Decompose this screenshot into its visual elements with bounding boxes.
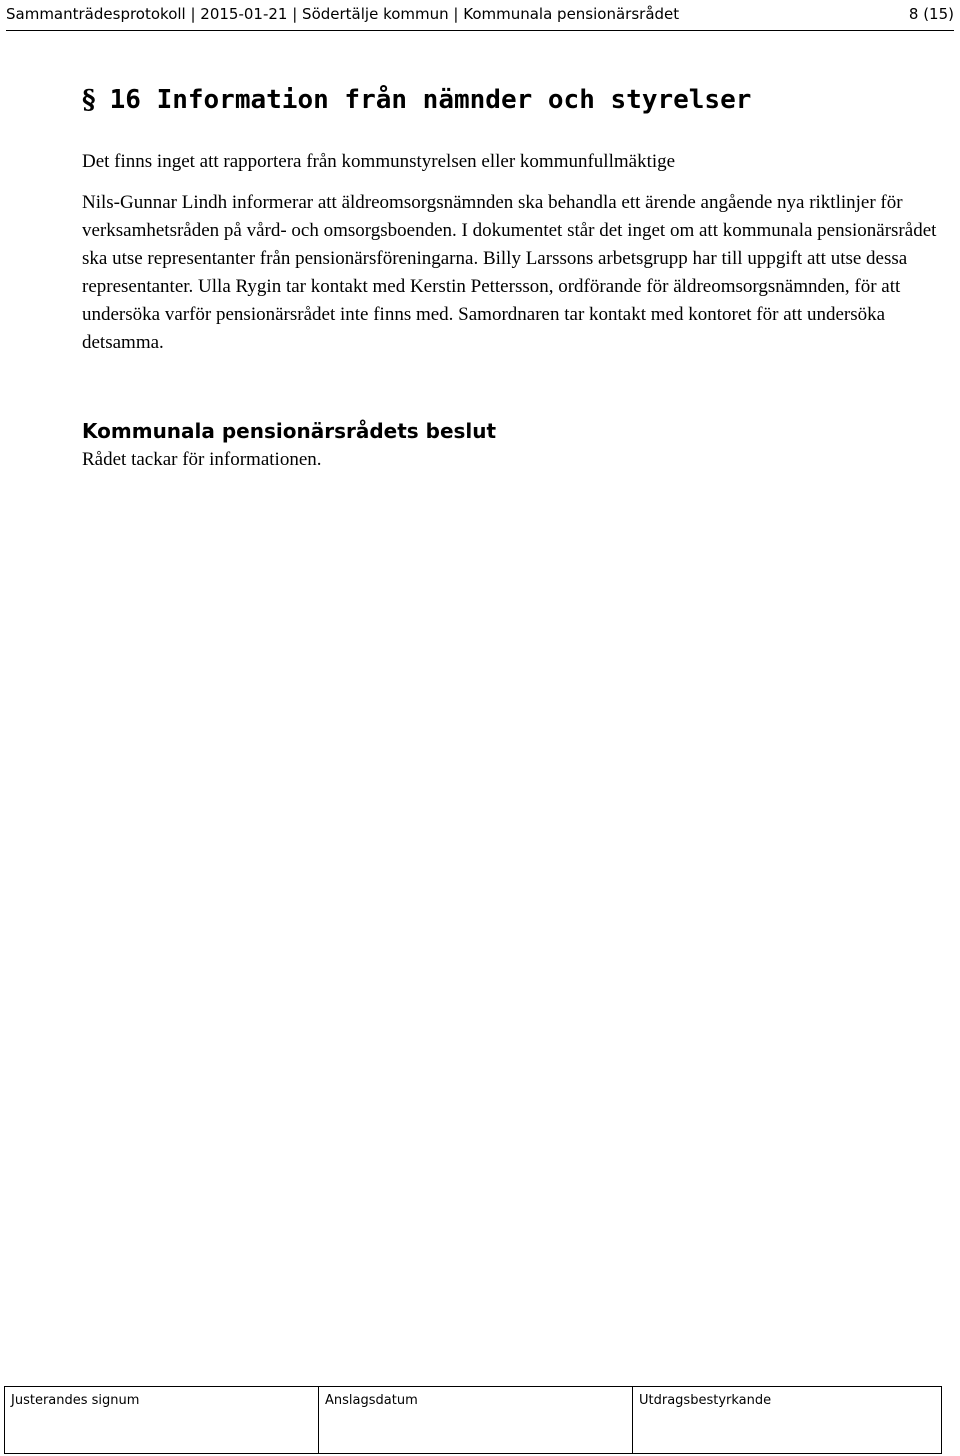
section-heading: [82, 82, 751, 118]
section-symbol: §: [82, 85, 96, 115]
posting-date-label: Anslagsdatum: [325, 1393, 418, 1408]
signature-field: [4, 1387, 318, 1453]
paragraph-information: Nils-Gunnar Lindh informerar att äldreomsorgsnämnden ska behandla ett ärende angående nya riktlinjer för verksamhetsråden på vård- och omsorgsboenden. I dokumentet står det inget om att kommunala pensionärsrådet ska utse representanter från pensionärsföreningarna. Billy Larssons arbetsgrupp har till uppgift att utse dessa representanter. Ulla Rygin tar kontakt med Kerstin Pettersson, ordförande för äldreomsorgsnämnden, för att undersöka varför pensionärsrådet inte finns med. Samordnaren tar kontakt med kontoret för att undersöka detsamma.: [82, 192, 937, 353]
section-title: 16 Information från nämnder och styrelser: [109, 85, 752, 115]
header-document-info: Sammanträdesprotokoll | 2015-01-21 | Södertälje kommun | Kommunala pensionärsrådet: [6, 5, 680, 23]
paragraph-no-report: Det finns inget att rapportera från kommunstyrelsen eller kommunfullmäktige: [82, 151, 676, 172]
signature-footer: [4, 1386, 942, 1454]
posting-date-field: [318, 1387, 632, 1453]
page-number: 8 (15): [908, 5, 954, 23]
extract-certification-field: [632, 1387, 942, 1453]
decision-text: Rådet tackar för informationen.: [82, 449, 322, 470]
extract-certification-label: Utdragsbestyrkande: [639, 1393, 772, 1408]
signature-label: Justerandes signum: [11, 1393, 140, 1408]
decision-heading: Kommunala pensionärsrådets beslut: [82, 419, 497, 443]
page-header: [6, 0, 954, 31]
